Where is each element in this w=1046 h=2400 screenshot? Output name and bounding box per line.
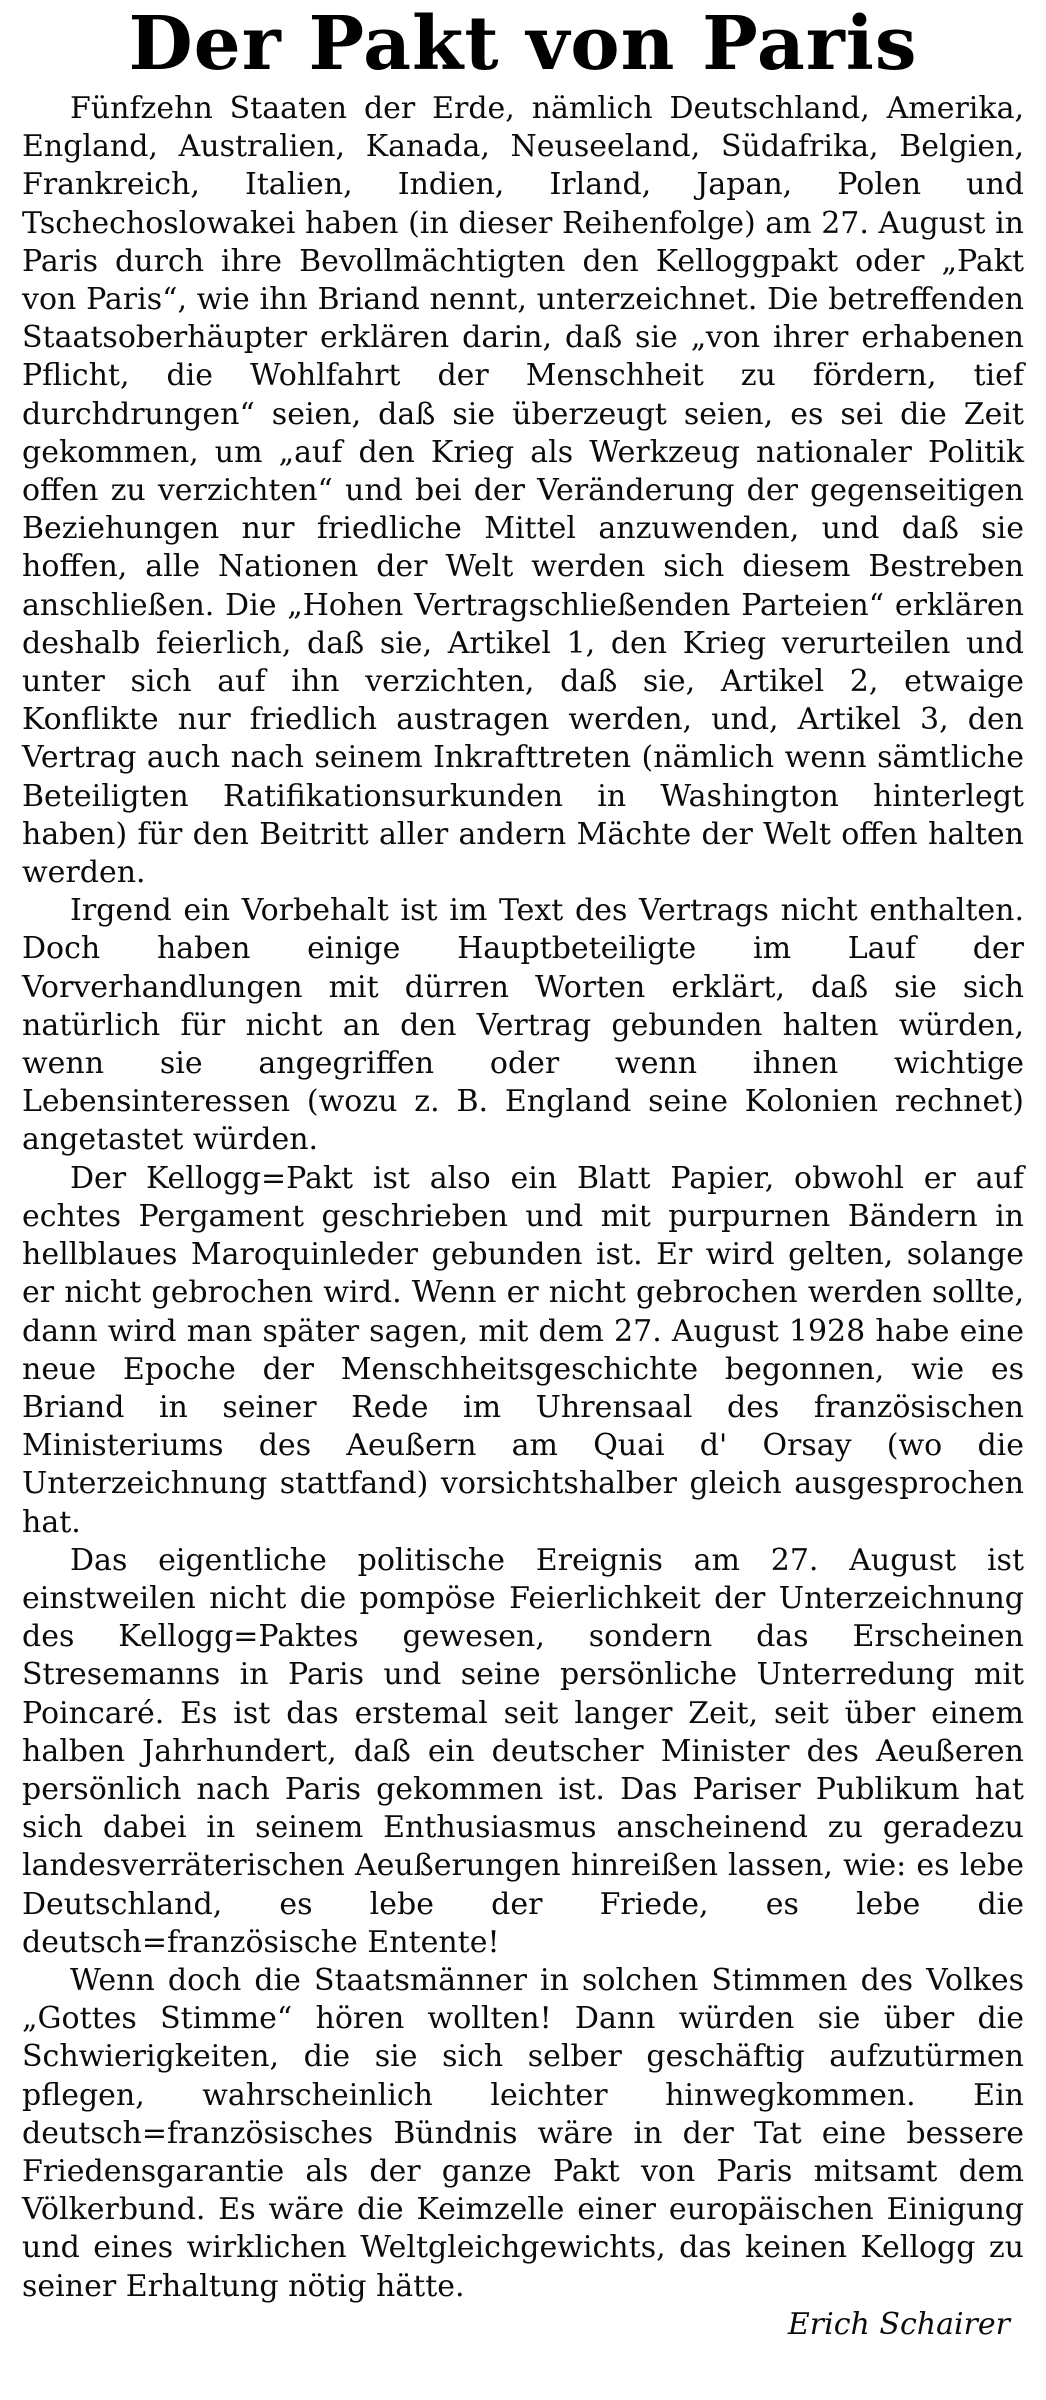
article-body — [22, 90, 1024, 2344]
article-paragraph-1: Fünfzehn Staaten der Erde, nämlich Deutschland, Amerika, England, Australien, Kanada, Neuseeland, Südafrika, Belgien, Frankreich, Italien, Indien, Irland, Japan, Polen und Tschechoslowakei haben (in dieser Reihenfolge) am 27. August in Paris durch ihre Bevollmächtigten den Kelloggpakt oder „Pakt von Paris“, wie ihn Briand nennt, unterzeichnet. Die betreffenden Staatsoberhäupter erklären darin, daß sie „von ihrer erhabenen Pflicht, die Wohlfahrt der Menschheit zu fördern, tief durchdrungen“ seien, daß sie überzeugt seien, es sei die Zeit gekommen, um „auf den Krieg als Werkzeug nationaler Politik offen zu verzichten“ und bei der Veränderung der gegenseitigen Beziehungen nur friedliche Mittel anzuwenden, und daß sie hoffen, alle Nationen der Welt werden sich diesem Bestreben anschließen. Die „Hohen Vertragschließenden Parteien“ erklären deshalb feierlich, daß sie, Artikel 1, den Krieg verurteilen und unter sich auf ihn verzichten, daß sie, Artikel 2, etwaige Konflikte nur friedlich austragen werden, und, Artikel 3, den Vertrag auch nach seinem Inkrafttreten (nämlich wenn sämtliche Beteiligten Ratifikationsurkunden in Washington hinterlegt haben) für den Beitritt aller andern Mächte der Welt offen halten werden. — [22, 91, 1024, 891]
article-paragraph-2: Irgend ein Vorbehalt ist im Text des Vertrags nicht enthalten. Doch haben einige Hauptbeteiligte im Lauf der Vorverhandlungen mit dürren Worten erklärt, daß sie sich natürlich für nicht an den Vertrag gebunden halten würden, wenn sie angegriffen oder wenn ihnen wichtige Lebensinteressen (wozu z. B. England seine Kolonien rechnet) angetastet würden. — [22, 893, 1024, 1158]
author-signature: Erich Schairer — [787, 2306, 1010, 2342]
article-paragraph-4: Das eigentliche politische Ereignis am 27. August ist einstweilen nicht die pompöse Feierlichkeit der Unterzeichnung des Kellogg=Paktes gewesen, sondern das Erscheinen Stresemanns in Paris und seine persönliche Unterredung mit Poincaré. Es ist das erstemal seit langer Zeit, seit über einem halben Jahrhundert, daß ein deutscher Minister des Aeußeren persönlich nach Paris gekommen ist. Das Pariser Publikum hat sich dabei in seinem Enthusiasmus anscheinend zu geradezu landesverräterischen Aeußerungen hinreißen lassen, wie: es lebe Deutschland, es lebe der Friede, es lebe die deutsch=französische Entente! — [22, 1542, 1024, 1960]
article-title: Der Pakt von Paris — [128, 1, 918, 87]
article-paragraph-3: Der Kellogg=Pakt ist also ein Blatt Papier, obwohl er auf echtes Pergament geschrieben und mit purpurnen Bändern in hellblaues Maroquinleder gebunden ist. Er wird gelten, solange er nicht gebrochen wird. Wenn er nicht gebrochen werden sollte, dann wird man später sagen, mit dem 27. August 1928 habe eine neue Epoche der Menschheitsgeschichte begonnen, wie es Briand in seiner Rede im Uhrensaal des französischen Ministeriums des Aeußern am Quai d' Orsay (wo die Unterzeichnung stattfand) vorsichtshalber gleich ausgesprochen hat. — [22, 1160, 1024, 1540]
article-paragraph-5: Wenn doch die Staatsmänner in solchen Stimmen des Volkes „Gottes Stimme“ hören wollten! Dann würden sie über die Schwierigkeiten, die sie sich selber geschäftig aufzutürmen pflegen, wahrscheinlich leichter hinwegkommen. Ein deutsch=französisches Bündnis wäre in der Tat eine bessere Friedensgarantie als der ganze Pakt von Paris mitsamt dem Völkerbund. Es wäre die Keimzelle einer europäischen Einigung und eines wirklichen Weltgleichgewichts, das keinen Kellogg zu seiner Erhaltung nötig hätte. — [22, 1962, 1024, 2304]
